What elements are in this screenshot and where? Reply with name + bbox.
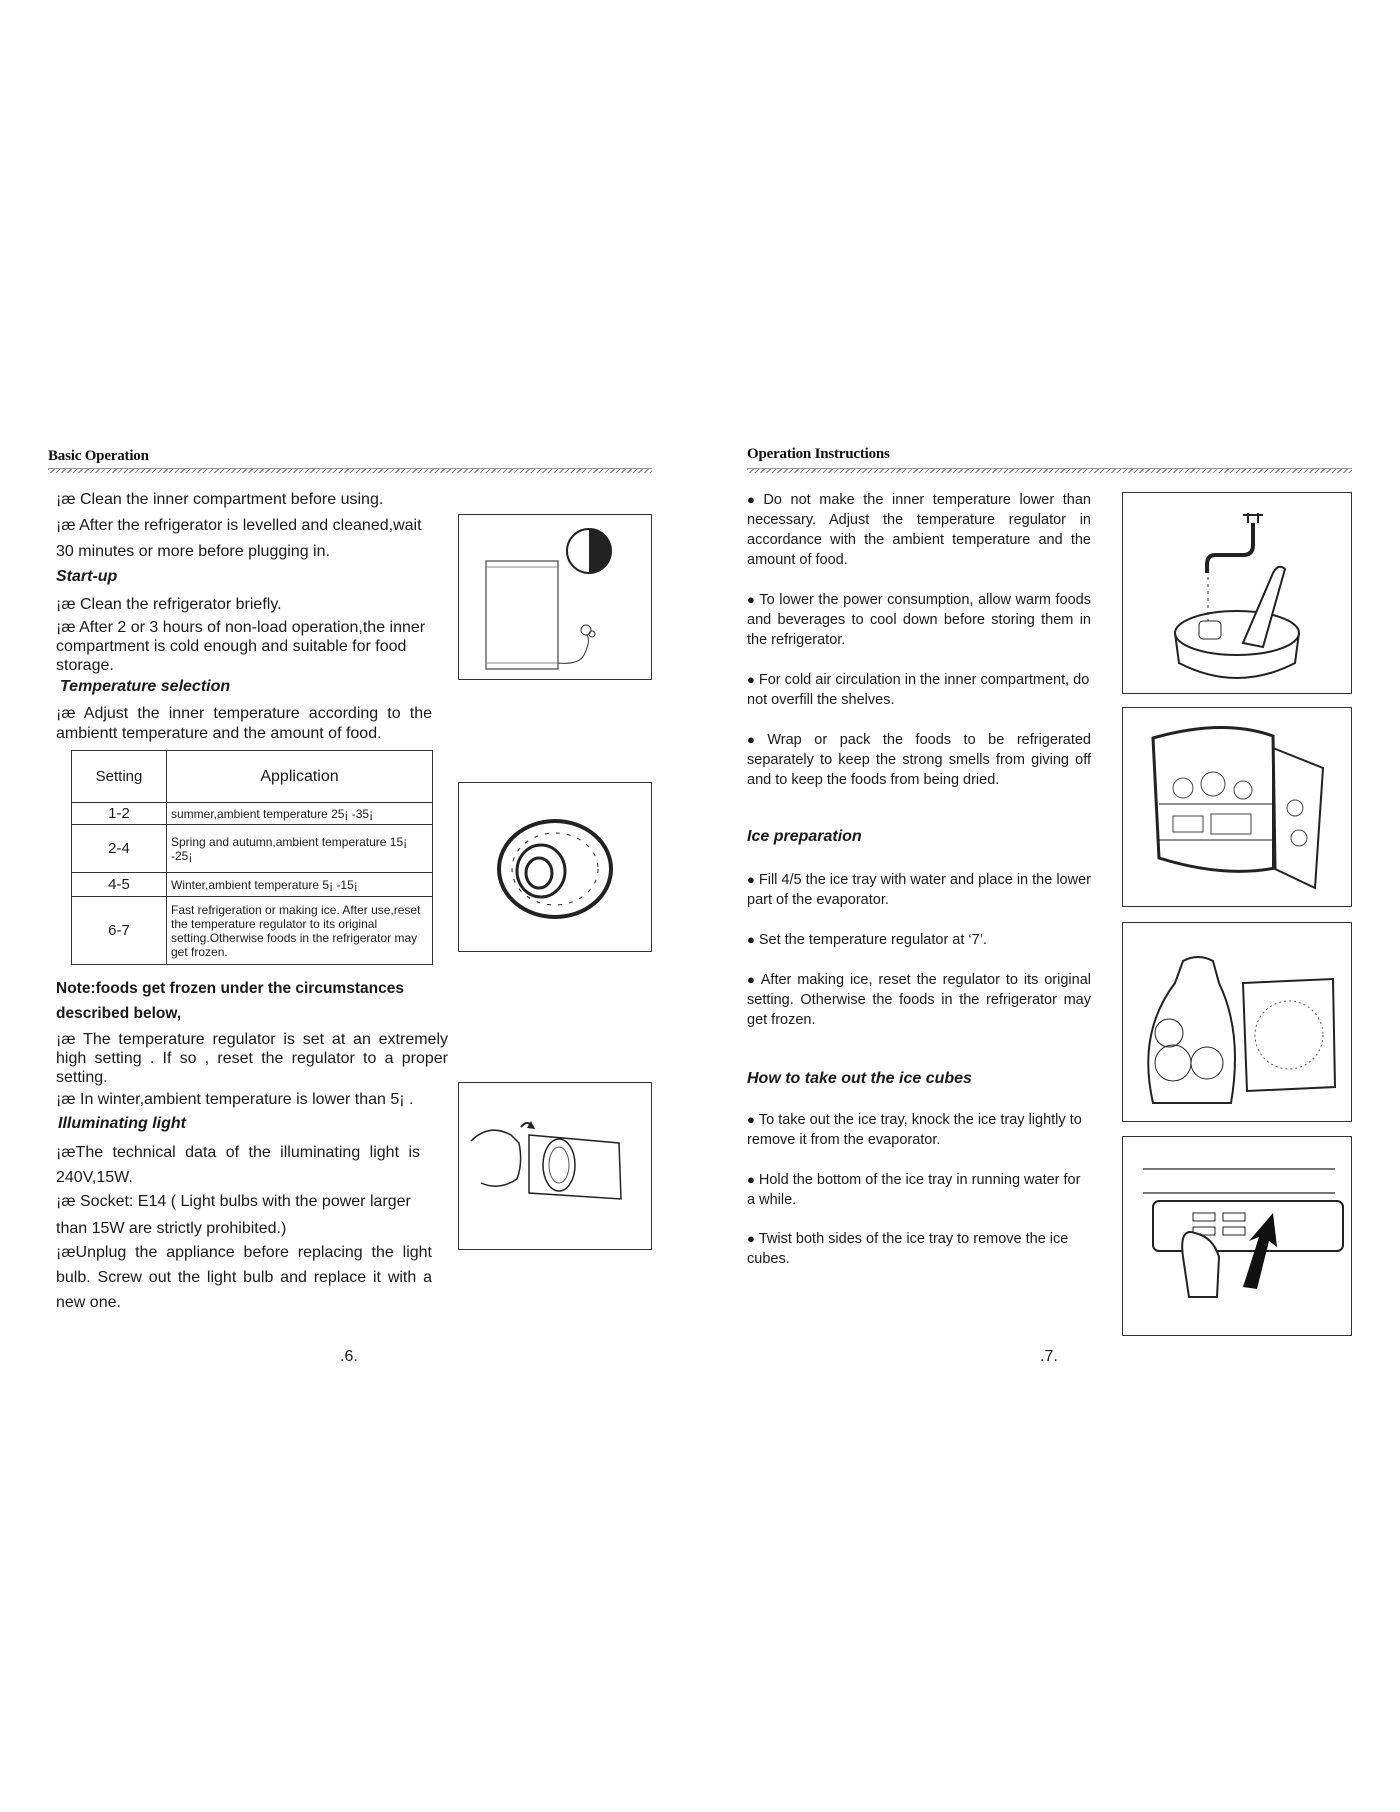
light-bulb-drawing [459,1083,651,1249]
bullet-running-water: ● Hold the bottom of the ice tray in running water for a while. [747,1170,1091,1210]
refrigerator-plug-drawing [459,515,651,679]
refrigerator-plug-illustration [458,514,652,680]
startup-p1: ¡æ Clean the refrigerator briefly. [56,596,282,613]
right-page-title: Operation Instructions [747,446,890,462]
open-refrigerator-illustration [1122,707,1352,907]
bullet-temperature: ● Do not make the inner temperature lower than necessary. Adjust the temperature regulator in accordance with the ambient temperature and the amount of food. [747,490,1091,570]
table-header-row [72,751,433,803]
intro-line-2: ¡æ After the refrigerator is levelled and cleaned,wait [56,517,422,534]
light-bulb-illustration [458,1082,652,1250]
header-application: Application [167,751,433,803]
right-title-rule [747,468,1352,473]
bullet-reset-regulator: ● After making ice, reset the regulator to its original setting. Otherwise the foods in the refrigerator may get frozen. [747,970,1091,1030]
note-heading-line-1: Note:foods get frozen under the circumstances [56,980,404,997]
regulator-knob-illustration [458,782,652,952]
light-p2: ¡æ Socket: E14 ( Light bulbs with the power larger than 15W are strictly prohibited.) [56,1193,411,1237]
cooling-foods-illustration [1122,492,1352,694]
bullet-fill-tray: ● Fill 4/5 the ice tray with water and place in the lower part of the evaporator. [747,870,1091,910]
light-p3: ¡æUnplug the appliance before replacing the light bulb. Screw out the light bulb and replace it with a new one. [56,1244,432,1311]
bullet-twist-tray: ● Twist both sides of the ice tray to remove the ice cubes. [747,1229,1091,1269]
intro-line-1: ¡æ Clean the inner compartment before using. [56,491,384,508]
application-cell: Fast refrigeration or making ice. After use,reset the temperature regulator to its original setting.Otherwise foods in the refrigerator may get frozen. [167,897,433,965]
page-number-left: .6. [340,1348,358,1365]
note-heading-line-2: described below, [56,1005,182,1022]
bullet-power: ● To lower the power consumption, allow warm foods and beverages to cool down before storing them in the refrigerator. [747,590,1091,650]
temperature-text: ¡æ Adjust the inner temperature according to the ambientt temperature and the amount of food. [56,705,432,742]
note-p2: ¡æ In winter,ambient temperature is lower than 5¡ . [56,1091,414,1108]
open-refrigerator-drawing [1123,708,1351,906]
header-setting: Setting [72,751,167,803]
application-cell: Spring and autumn,ambient temperature 15¡ -25¡ [167,825,433,873]
bullet-set-regulator: ● Set the temperature regulator at ‘7’. [747,930,1091,950]
ice-tray-illustration [1122,1136,1352,1336]
bullet-circulation: ● For cold air circulation in the inner compartment, do not overfill the shelves. [747,670,1091,710]
light-heading: Illuminating light [58,1115,186,1132]
ice-cubes-heading: How to take out the ice cubes [747,1070,972,1087]
application-cell: Winter,ambient temperature 5¡ -15¡ [167,873,433,897]
setting-cell: 1-2 [72,803,167,825]
bullet-wrap: ● Wrap or pack the foods to be refrigerated separately to keep the strong smells from giving off and to keep the foods from being dried. [747,730,1091,790]
setting-cell: 4-5 [72,873,167,897]
cooling-foods-drawing [1123,493,1351,693]
ice-tray-drawing [1123,1137,1351,1335]
left-page-title: Basic Operation [48,448,149,464]
ice-preparation-heading: Ice preparation [747,828,862,845]
table-row [72,803,433,825]
application-cell: summer,ambient temperature 25¡ -35¡ [167,803,433,825]
temperature-heading: Temperature selection [60,678,231,695]
startup-heading: Start-up [56,568,118,585]
table-row [72,897,433,965]
table-row [72,873,433,897]
wrapped-foods-illustration [1122,922,1352,1122]
settings-table [71,750,433,965]
table-row [72,825,433,873]
note-p1: ¡æ The temperature regulator is set at an extremely high setting . If so , reset the regulator to a proper setting. [56,1031,448,1086]
intro-line-3: 30 minutes or more before plugging in. [56,543,330,560]
left-intro [56,488,446,564]
light-p1: ¡æThe technical data of the illuminating light is 240V,15W. [56,1144,420,1186]
left-title-rule [48,468,652,473]
setting-cell: 6-7 [72,897,167,965]
note-heading [56,976,404,1026]
setting-cell: 2-4 [72,825,167,873]
bullet-knock-tray: ● To take out the ice tray, knock the ice tray lightly to remove it from the evaporator. [747,1110,1091,1150]
regulator-knob-drawing [459,783,651,951]
startup-p2: ¡æ After 2 or 3 hours of non-load operation,the inner compartment is cold enough and suitable for food storage. [56,619,426,674]
page-number-right: .7. [1040,1348,1058,1365]
wrapped-foods-drawing [1123,923,1351,1121]
